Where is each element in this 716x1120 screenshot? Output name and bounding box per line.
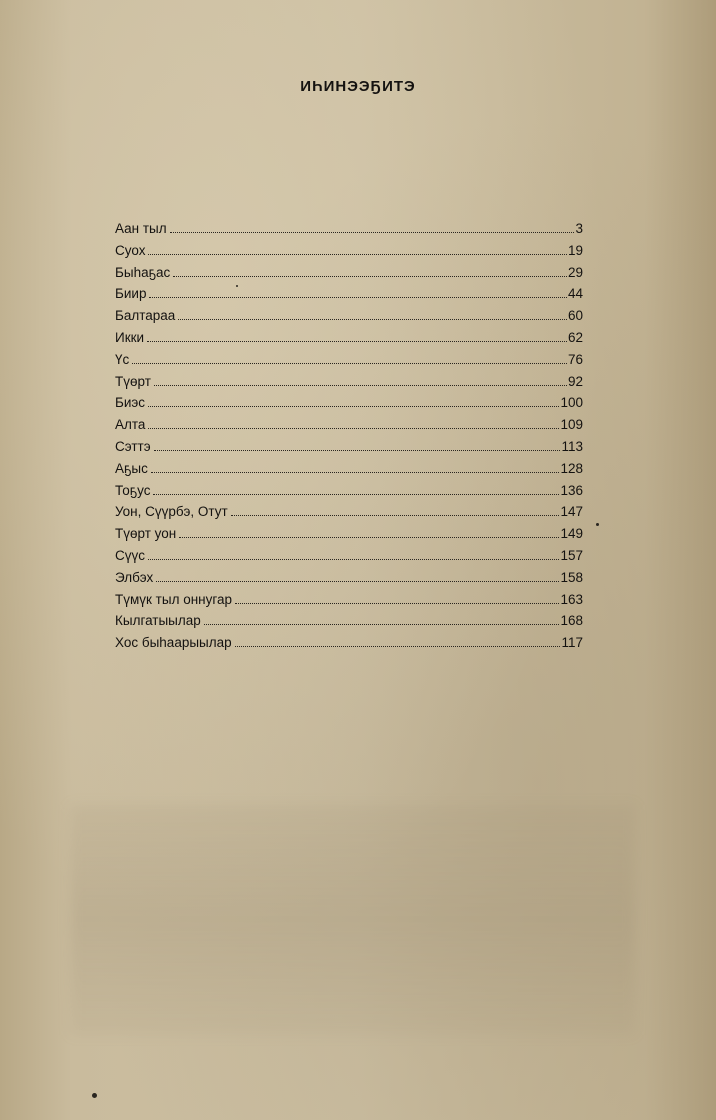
toc-entry-page: 149: [560, 526, 583, 542]
toc-entry[interactable]: [115, 436, 583, 458]
toc-entry-page: 147: [560, 504, 583, 520]
toc-leader-dots: [153, 494, 559, 495]
toc-leader-dots: [156, 581, 559, 582]
toc-entry[interactable]: [115, 283, 583, 305]
toc-entry[interactable]: [115, 610, 583, 632]
toc-leader-dots: [154, 385, 567, 386]
toc-entry-page: 158: [560, 569, 583, 585]
toc-entry-label: Хос быһаарыылар: [115, 635, 232, 651]
toc-leader-dots: [170, 232, 575, 233]
toc-leader-dots: [147, 341, 567, 342]
toc-entry-page: 60: [567, 308, 583, 324]
toc-entry[interactable]: [115, 305, 583, 327]
page-title: ИҺИНЭЭҔИТЭ: [300, 78, 416, 95]
toc-entry[interactable]: [115, 349, 583, 371]
toc-leader-dots: [178, 319, 567, 320]
toc-entry-label: Сэттэ: [115, 438, 151, 454]
table-of-contents: [115, 218, 583, 654]
toc-entry-label: Икки: [115, 329, 145, 345]
toc-entry-label: Биэс: [115, 395, 146, 411]
toc-entry-label: Түмүк тыл оннугар: [115, 591, 233, 607]
toc-entry-label: Аҕыс: [115, 460, 148, 476]
toc-entry-label: Уон, Сүүрбэ, Отут: [115, 504, 228, 520]
toc-entry-label: Түөрт: [115, 373, 151, 389]
toc-leader-dots: [179, 537, 559, 538]
toc-entry-page: 136: [560, 482, 583, 498]
toc-entry-page: 113: [561, 438, 583, 454]
toc-entry-label: Балтараа: [115, 308, 176, 324]
toc-entry[interactable]: [115, 218, 583, 240]
toc-entry-page: 44: [567, 286, 583, 302]
toc-leader-dots: [148, 428, 559, 429]
toc-leader-dots: [148, 406, 559, 407]
toc-entry[interactable]: [115, 501, 583, 523]
toc-entry-label: Үс: [115, 351, 130, 367]
toc-entry-page: 92: [567, 373, 583, 389]
toc-entry-page: 76: [567, 351, 583, 367]
toc-entry-label: Сүүс: [115, 547, 145, 563]
ink-speck: [596, 523, 599, 526]
toc-entry[interactable]: [115, 371, 583, 393]
toc-entry-page: 163: [560, 591, 583, 607]
ink-speck: [236, 285, 238, 287]
toc-leader-dots: [231, 515, 560, 516]
toc-entry[interactable]: [115, 262, 583, 284]
toc-entry-label: Тоҕус: [115, 482, 151, 498]
toc-entry-label: Элбэх: [115, 569, 154, 585]
toc-leader-dots: [173, 276, 567, 277]
toc-entry[interactable]: [115, 240, 583, 262]
toc-entry-page: 168: [560, 613, 583, 629]
toc-entry-page: 109: [560, 417, 583, 433]
show-through-shadow: [70, 805, 635, 1035]
toc-entry-page: 157: [560, 547, 583, 563]
toc-entry-page: 29: [567, 264, 583, 280]
toc-entry-label: Алта: [115, 417, 146, 433]
toc-entry[interactable]: [115, 392, 583, 414]
toc-leader-dots: [149, 297, 567, 298]
toc-entry-page: 128: [560, 460, 583, 476]
toc-entry[interactable]: [115, 414, 583, 436]
toc-entry[interactable]: [115, 545, 583, 567]
toc-entry-label: Аан тыл: [115, 221, 167, 236]
toc-entry[interactable]: [115, 480, 583, 502]
toc-leader-dots: [148, 559, 559, 560]
toc-entry[interactable]: [115, 523, 583, 545]
toc-entry-label: Быһаҕас: [115, 264, 171, 280]
ink-speck: [92, 1093, 97, 1098]
toc-entry-label: Түөрт уон: [115, 526, 177, 542]
toc-entry[interactable]: [115, 327, 583, 349]
toc-leader-dots: [204, 624, 560, 625]
toc-leader-dots: [132, 363, 567, 364]
toc-entry-page: 100: [560, 395, 583, 411]
toc-leader-dots: [235, 603, 559, 604]
toc-leader-dots: [148, 254, 567, 255]
toc-entry-label: Кылгатыылар: [115, 613, 201, 629]
toc-entry[interactable]: [115, 567, 583, 589]
toc-entry-page: 62: [567, 329, 583, 345]
toc-entry[interactable]: [115, 589, 583, 611]
toc-entry-label: Суох: [115, 242, 146, 258]
toc-entry-label: Бииp: [115, 286, 147, 302]
toc-entry[interactable]: [115, 632, 583, 654]
toc-leader-dots: [154, 450, 561, 451]
toc-entry-page: 19: [567, 242, 583, 258]
toc-entry-page: 117: [561, 635, 583, 651]
toc-leader-dots: [151, 472, 560, 473]
toc-entry[interactable]: [115, 458, 583, 480]
toc-entry-page: 3: [575, 221, 583, 236]
toc-leader-dots: [235, 646, 561, 647]
